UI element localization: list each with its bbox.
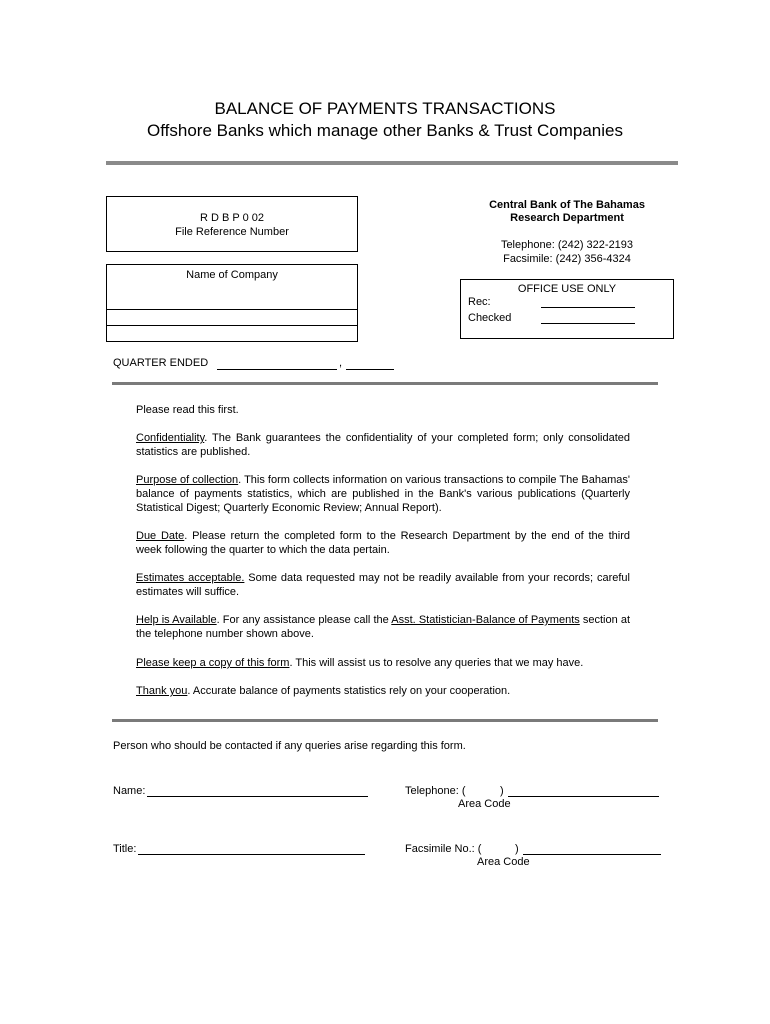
quarter-year-line[interactable] xyxy=(346,369,394,370)
note-due-date xyxy=(136,529,630,557)
office-use-rec-line[interactable] xyxy=(541,307,635,308)
contact-fax-field[interactable] xyxy=(523,854,661,855)
contact-title-field[interactable] xyxy=(138,854,365,855)
note-confidentiality-heading: Confidentiality xyxy=(136,432,205,444)
file-reference-box xyxy=(106,196,358,252)
file-reference-code: R D B P 0 02 xyxy=(200,212,264,224)
company-name-box xyxy=(106,264,358,342)
quarter-ended-comma: , xyxy=(339,357,343,369)
contact-name-label: Name: xyxy=(113,785,146,797)
note-help-contact: Asst. Statistician-Balance of Payments xyxy=(391,614,580,626)
bank-name: Central Bank of The Bahamas xyxy=(489,199,645,211)
contact-fax-label: Facsimile No.: ( xyxy=(405,843,482,855)
contact-telephone-area-code-label: Area Code xyxy=(458,798,511,810)
contact-intro: Person who should be contacted if any queries arise regarding this form. xyxy=(113,740,466,752)
note-purpose xyxy=(136,473,630,515)
note-confidentiality xyxy=(136,431,630,459)
notes-top-divider xyxy=(112,382,658,385)
contact-name-field[interactable] xyxy=(147,796,368,797)
office-use-checked-label: Checked xyxy=(468,312,512,324)
file-reference-label: File Reference Number xyxy=(175,226,289,238)
contact-telephone-paren-close: ) xyxy=(500,785,504,797)
note-due-date-text: . Please return the completed form to the Research Department by the end of the third week following the quarter to which the data pertain. xyxy=(136,530,630,556)
form-subtitle: Offshore Banks which manage other Banks & Trust Companies xyxy=(147,121,623,140)
bank-department: Research Department xyxy=(510,212,624,224)
note-help-text-1: . For any assistance please call the xyxy=(216,614,392,626)
quarter-ended-label: QUARTER ENDED xyxy=(113,357,209,369)
contact-telephone-label: Telephone: ( xyxy=(405,785,466,797)
company-name-line-1[interactable] xyxy=(107,309,357,310)
bank-facsimile: Facsimile: (242) 356-4324 xyxy=(503,253,631,265)
form-title: BALANCE OF PAYMENTS TRANSACTIONS xyxy=(214,99,556,118)
note-estimates-text: Some data requested may not be readily available from your records; careful estimates will suffice. xyxy=(136,572,630,598)
note-keep-copy-heading: Please keep a copy of this form xyxy=(136,657,290,669)
notes-bottom-divider xyxy=(112,719,658,722)
contact-title-label: Title: xyxy=(113,843,137,855)
note-help-heading: Help is Available xyxy=(136,614,217,626)
contact-telephone-field[interactable] xyxy=(508,796,659,797)
note-keep-copy xyxy=(136,656,630,670)
notes-intro: Please read this first. xyxy=(136,404,239,416)
bank-telephone: Telephone: (242) 322-2193 xyxy=(500,239,634,251)
note-thank-you-text: . Accurate balance of payments statistics rely on your cooperation. xyxy=(187,685,511,697)
note-thank-you-heading: Thank you xyxy=(136,685,188,697)
title-divider xyxy=(106,161,678,165)
company-name-label: Name of Company xyxy=(186,269,278,281)
note-purpose-text: . This form collects information on various transactions to compile The Bahamas' balance of payments statistics, which are published in the Bank's various publications (Quarterly Statistical Digest; Quarterly Economic Review; Annual Report). xyxy=(136,474,630,514)
note-estimates-heading: Estimates acceptable. xyxy=(136,572,245,584)
note-estimates xyxy=(136,571,630,599)
note-purpose-heading: Purpose of collection xyxy=(136,474,239,486)
note-keep-copy-text: . This will assist us to resolve any queries that we may have. xyxy=(289,657,584,669)
office-use-checked-line[interactable] xyxy=(541,323,635,324)
note-help-text-2: section at the telephone number shown above. xyxy=(136,614,631,640)
note-confidentiality-text: . The Bank guarantees the confidentiality of your completed form; only consolidated statistics are published. xyxy=(136,432,630,458)
office-use-title: OFFICE USE ONLY xyxy=(517,283,617,295)
contact-fax-paren-close: ) xyxy=(515,843,519,855)
contact-fax-area-code-label: Area Code xyxy=(477,856,530,868)
office-use-rec-label: Rec: xyxy=(468,296,491,308)
note-due-date-heading: Due Date xyxy=(136,530,185,542)
note-thank-you xyxy=(136,684,630,698)
quarter-ended-line[interactable] xyxy=(217,369,337,370)
office-use-box xyxy=(460,279,674,339)
company-name-line-2[interactable] xyxy=(107,325,357,326)
note-help xyxy=(136,613,630,641)
